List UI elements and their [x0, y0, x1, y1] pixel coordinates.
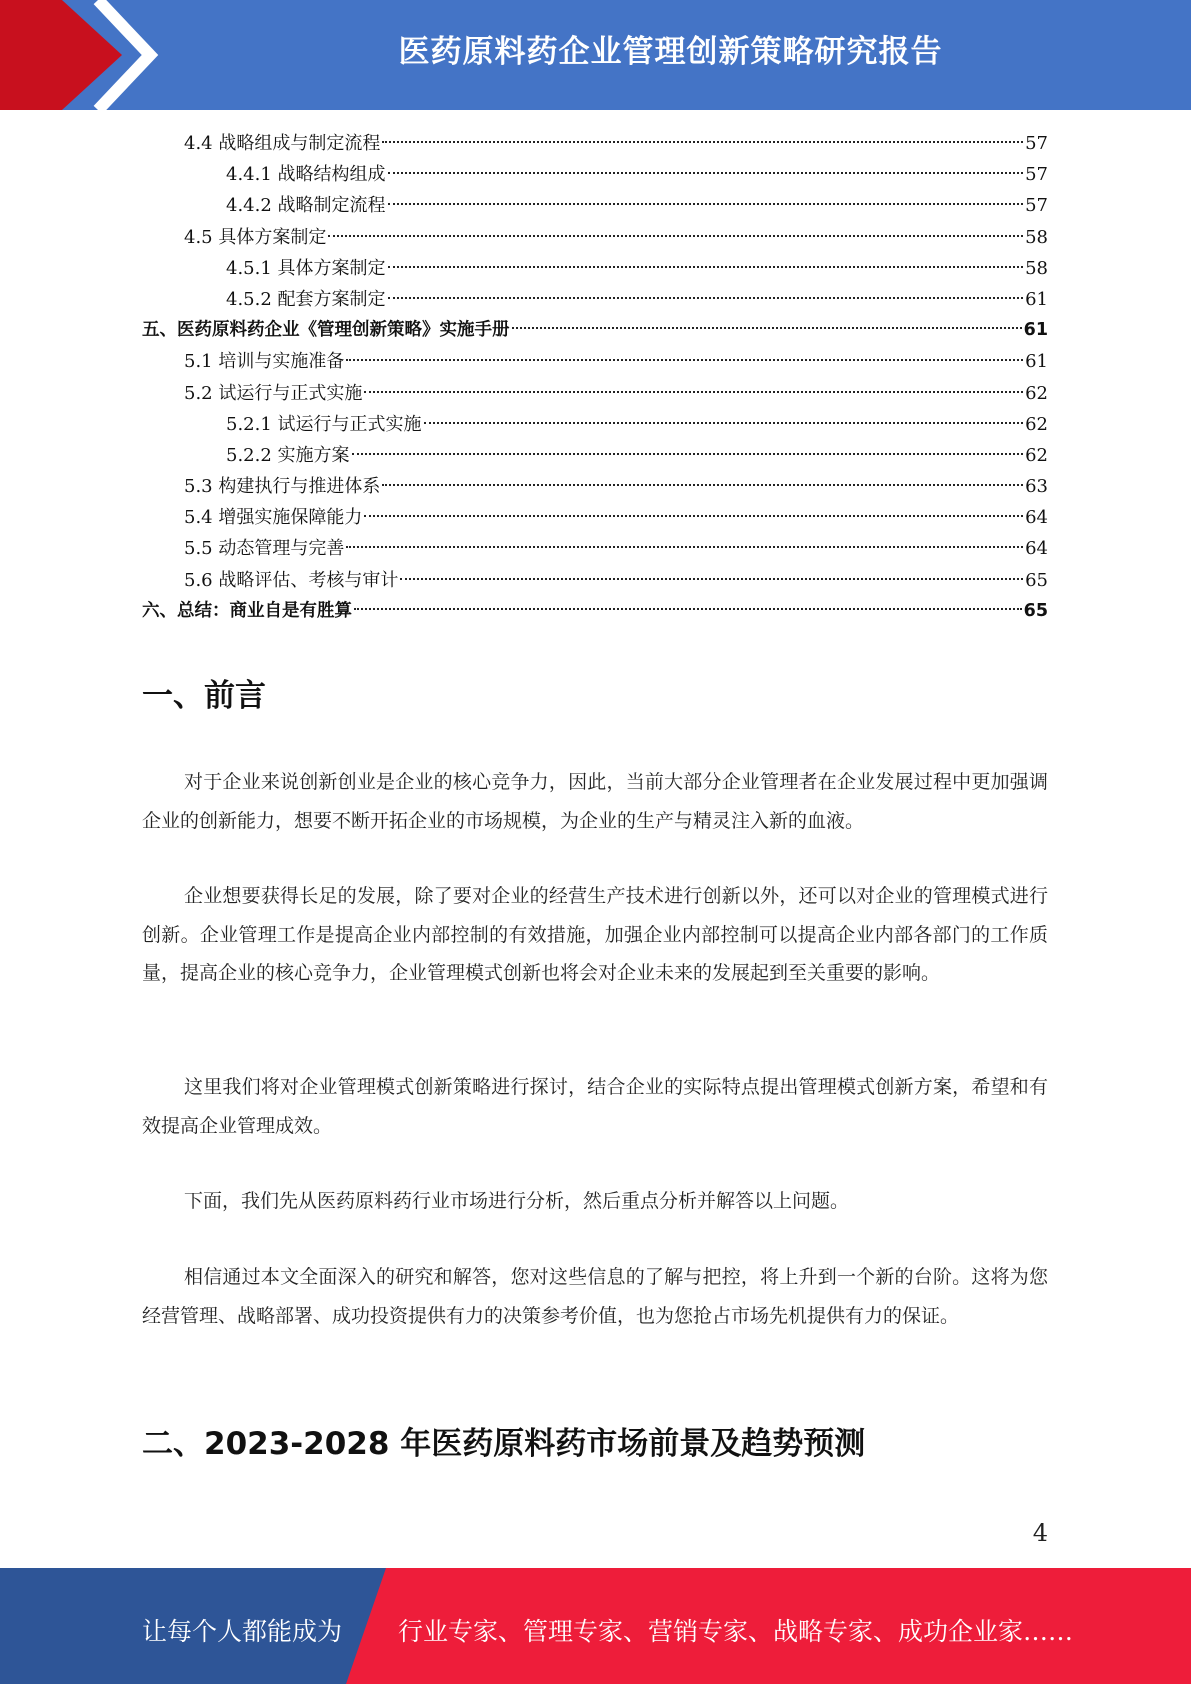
toc-entry-title: 4.5.1 具体方案制定	[226, 257, 386, 279]
toc-entry-page: 63	[1025, 476, 1048, 498]
page-header	[0, 0, 1191, 110]
toc-entry[interactable]	[142, 440, 1048, 471]
toc-entry[interactable]	[142, 284, 1048, 315]
toc-entry-title: 5.4 增强实施保障能力	[184, 507, 363, 529]
report-title: 医药原料药企业管理创新策略研究报告	[398, 34, 943, 70]
toc-dot-leader	[388, 297, 1024, 299]
toc-entry-page: 57	[1025, 164, 1048, 186]
toc-dot-leader	[512, 327, 1022, 329]
toc-entry[interactable]	[142, 222, 1048, 253]
preface-paragraph-5: 相信通过本文全面深入的研究和解答，您对这些信息的了解与把控，将上升到一个新的台阶。这将为您经营管理、战略部署、成功投资提供有力的决策参考价值，也为您抢占市场先机提供有力的保证。	[142, 1266, 1048, 1327]
toc-entry-title: 4.5.2 配套方案制定	[226, 288, 386, 310]
page-number: 4	[1032, 1519, 1048, 1547]
toc-entry-page: 57	[1025, 133, 1048, 154]
toc-dot-leader	[352, 453, 1024, 455]
toc-dot-leader	[388, 172, 1024, 174]
toc-dot-leader	[364, 391, 1023, 393]
toc-dot-leader	[354, 608, 1022, 610]
toc-entry[interactable]	[142, 565, 1048, 596]
toc-dot-leader	[388, 203, 1024, 205]
toc-entry-page: 57	[1025, 195, 1048, 217]
toc-entry[interactable]	[142, 378, 1048, 409]
toc-entry-page: 58	[1025, 226, 1048, 248]
toc-entry-page: 62	[1025, 382, 1048, 404]
toc-entry-title: 5.5 动态管理与完善	[184, 538, 345, 560]
toc-entry[interactable]	[142, 190, 1048, 221]
toc-dot-leader	[364, 515, 1023, 517]
toc-dot-leader	[346, 359, 1023, 361]
toc-entry[interactable]	[142, 409, 1048, 440]
toc-entry-page: 65	[1023, 600, 1048, 621]
toc-entry-page: 65	[1025, 569, 1048, 591]
section-heading-preface: 一、前言	[142, 678, 266, 714]
toc-dot-leader	[346, 546, 1023, 548]
toc-entry[interactable]	[142, 128, 1048, 159]
toc-dot-leader	[424, 422, 1024, 424]
toc-entry-page: 64	[1025, 538, 1048, 560]
toc-entry-title: 4.4.1 战略结构组成	[226, 164, 386, 186]
toc-entry[interactable]	[142, 596, 1048, 627]
toc-entry-title: 4.4.2 战略制定流程	[226, 195, 386, 217]
toc-entry-title: 5.2.1 试运行与正式实施	[226, 413, 422, 435]
toc-entry-page: 62	[1025, 444, 1048, 466]
toc-entry[interactable]	[142, 346, 1048, 377]
toc-entry[interactable]	[142, 253, 1048, 284]
toc-entry-title: 六、总结：商业自是有胜算	[142, 600, 352, 621]
toc-entry-page: 61	[1025, 351, 1048, 373]
header-red-arrow	[0, 0, 122, 110]
toc-entry-page: 64	[1025, 507, 1048, 529]
toc-entry-title: 4.4 战略组成与制定流程	[184, 133, 381, 154]
toc-entry-page: 61	[1023, 320, 1048, 341]
preface-paragraph-2: 企业想要获得长足的发展，除了要对企业的经营生产技术进行创新以外，还可以对企业的管理模式进行创新。企业管理工作是提高企业内部控制的有效措施，加强企业内部控制可以提高企业内部各部门的工作质量，提高企业的核心竞争力，企业管理模式创新也将会对企业未来的发展起到至关重要的影响。	[142, 885, 1048, 984]
footer-slogan-right: 行业专家、管理专家、营销专家、战略专家、成功企业家……	[398, 1617, 1074, 1646]
toc-entry-page: 58	[1025, 257, 1048, 279]
preface-paragraph-3: 这里我们将对企业管理模式创新策略进行探讨，结合企业的实际特点提出管理模式创新方案，希望和有效提高企业管理成效。	[142, 1076, 1048, 1137]
toc-dot-leader	[328, 235, 1023, 237]
preface-paragraph-4: 下面，我们先从医药原料药行业市场进行分析，然后重点分析并解答以上问题。	[184, 1190, 850, 1212]
toc-entry-title: 5.2.2 实施方案	[226, 444, 350, 466]
toc-entry-title: 5.1 培训与实施准备	[184, 351, 345, 373]
section-heading-market-forecast: 二、2023-2028 年医药原料药市场前景及趋势预测	[142, 1426, 866, 1462]
toc-entry[interactable]	[142, 471, 1048, 502]
toc-entry-title: 5.2 试运行与正式实施	[184, 382, 363, 404]
toc-entry[interactable]	[142, 533, 1048, 564]
toc-entry[interactable]	[142, 502, 1048, 533]
toc-dot-leader	[400, 578, 1023, 580]
toc-dot-leader	[388, 266, 1024, 268]
preface-paragraph-1: 对于企业来说创新创业是企业的核心竞争力，因此，当前大部分企业管理者在企业发展过程中更加强调企业的创新能力，想要不断开拓企业的市场规模，为企业的生产与精灵注入新的血液。	[142, 771, 1048, 832]
table-of-contents	[142, 128, 1048, 627]
toc-entry-title: 5.6 战略评估、考核与审计	[184, 569, 399, 591]
toc-entry-title: 4.5 具体方案制定	[184, 226, 327, 248]
toc-dot-leader	[382, 141, 1023, 143]
toc-entry-page: 62	[1025, 413, 1048, 435]
footer-slogan-left: 让每个人都能成为	[142, 1617, 343, 1646]
toc-entry[interactable]	[142, 159, 1048, 190]
page-footer	[0, 1568, 1191, 1684]
toc-entry-title: 5.3 构建执行与推进体系	[184, 476, 381, 498]
toc-entry-title: 五、医药原料药企业《管理创新策略》实施手册	[142, 320, 510, 341]
toc-dot-leader	[382, 484, 1023, 486]
toc-entry[interactable]	[142, 315, 1048, 346]
toc-entry-page: 61	[1025, 288, 1048, 310]
